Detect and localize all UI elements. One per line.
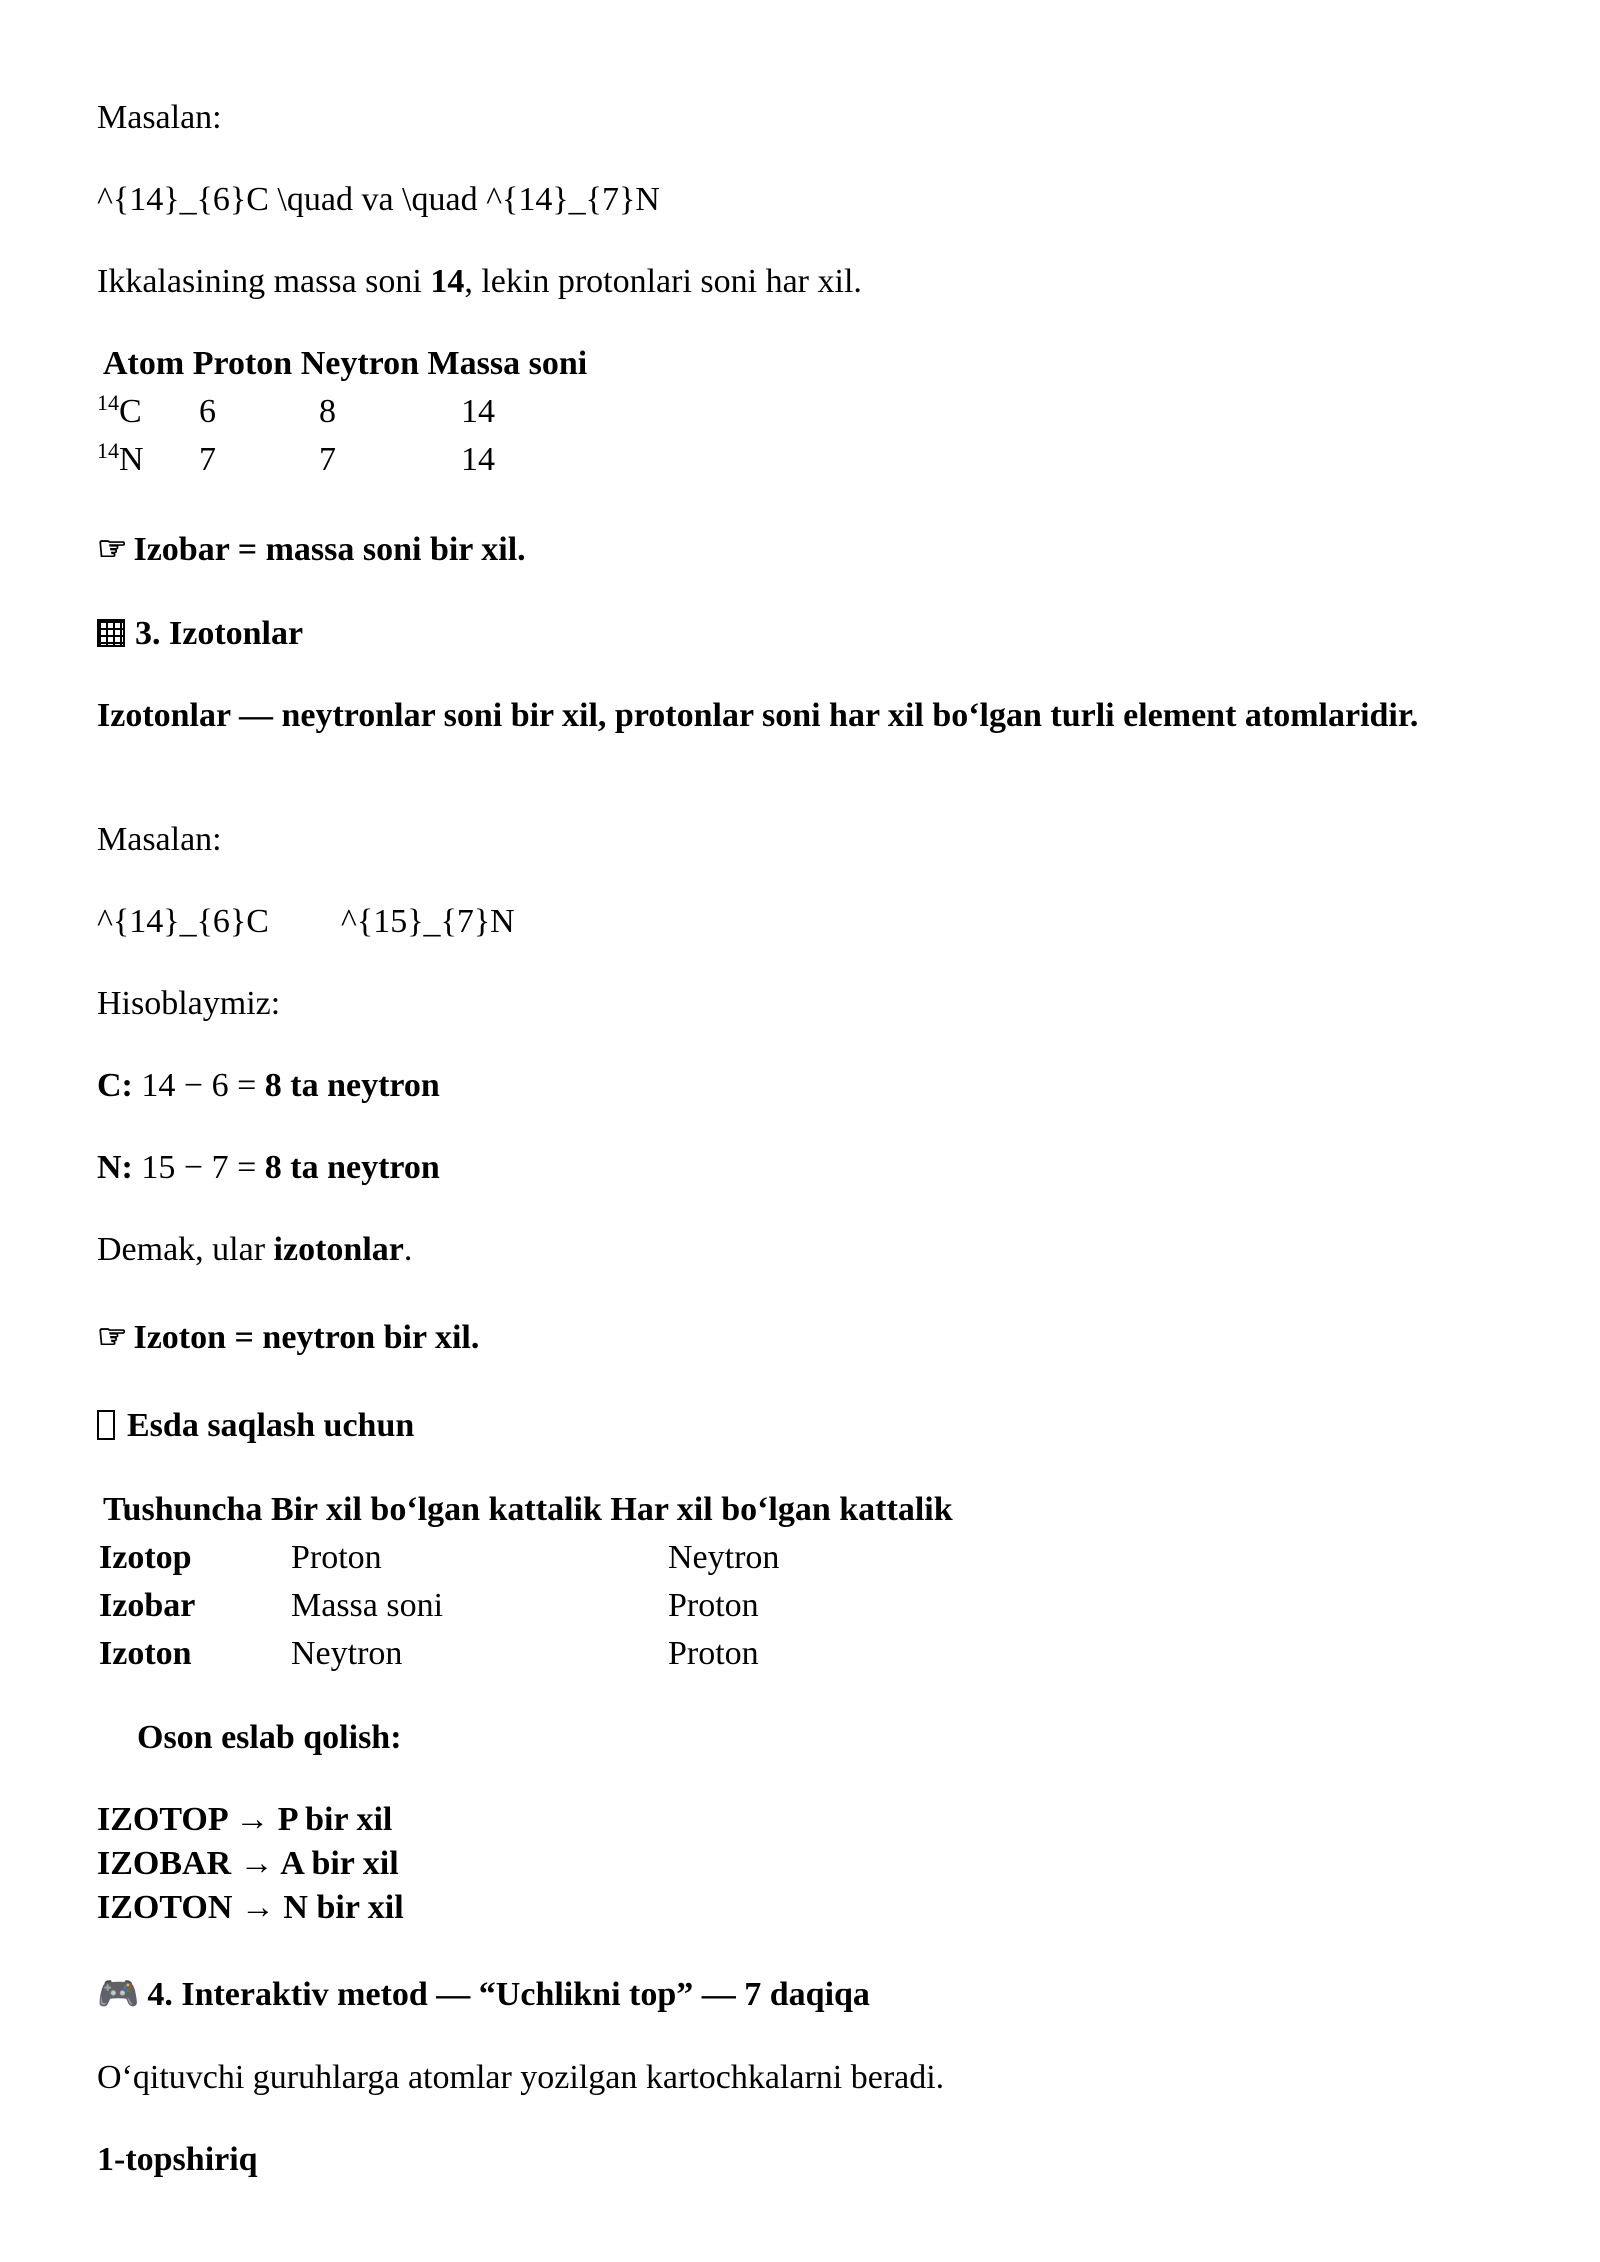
mass-number-bold: 14 — [430, 263, 465, 300]
mnemonic-izotop: IZOTOP → P bir xil — [97, 1801, 393, 1838]
remember-heading: Esda saqlash uchun — [97, 1406, 414, 1447]
teacher-instruction: O‘qituvchi guruhlarga atomlar yozilgan kartochkalarni beradi. — [97, 2059, 945, 2096]
header-massa: Massa soni — [427, 345, 588, 382]
table-row: $^{14}$N 7 7 14 — [97, 438, 495, 478]
missing-glyph-icon — [97, 1410, 115, 1440]
table-header: Tushuncha Bir xil bo‘lgan kattalik Har xil bo‘lgan kattalik — [103, 1491, 953, 1528]
header-neytron: Neytron — [300, 345, 420, 382]
izobar-note: ☞ Izobar = massa soni bir xil. — [97, 530, 526, 571]
example-label: Masalan: — [97, 99, 222, 136]
mnemonic-izobar: IZOBAR → A bir xil — [97, 1845, 399, 1882]
izoton-note: ☞ Izoton = neytron bir xil. — [97, 1318, 479, 1359]
isobar-sentence: Ikkalasining massa soni 14, lekin protonlari soni har xil. — [97, 263, 862, 300]
conclusion: Demak, ular izotonlar. — [97, 1231, 413, 1268]
pointing-hand-icon: ☞ — [97, 1319, 128, 1356]
header-atom: Atom — [103, 345, 185, 382]
table-row: $^{14}$C 6 8 14 — [97, 390, 495, 430]
table-row: Izoton Neytron Proton — [99, 1635, 759, 1672]
calculate-label: Hisoblaymiz: — [97, 985, 281, 1022]
formula-isotones: ^{14}_{6}C ^{15}_{7}N — [97, 903, 515, 940]
calc-nitrogen: N: 15 − 7 = 8 ta neytron — [97, 1149, 440, 1186]
section-3-heading: 3. Izotonlar — [97, 614, 303, 655]
example-label-2: Masalan: — [97, 821, 222, 858]
header-proton: Proton — [192, 345, 293, 382]
easy-remember-label: Oson eslab qolish: — [137, 1719, 402, 1756]
task-label: 1-topshiriq — [97, 2141, 258, 2178]
gamepad-icon: 🎮 — [97, 1974, 140, 2014]
table-row: Izobar Massa soni Proton — [99, 1587, 759, 1624]
formula-isobars: ^{14}_{6}C \quad va \quad ^{14}_{7}N — [97, 181, 660, 218]
table-row: Izotop Proton Neytron — [99, 1539, 780, 1576]
section-4-heading: 🎮 4. Interaktiv metod — “Uchlikni top” — 7 daqiqa — [97, 1974, 870, 2014]
pointing-hand-icon: ☞ — [97, 531, 128, 568]
isotone-definition: Izotonlar — neytronlar soni bir xil, protonlar soni har xil bo‘lgan turli element atomlaridir. — [97, 697, 1419, 734]
calc-carbon: C: 14 − 6 = 8 ta neytron — [97, 1067, 440, 1104]
grid-square-icon — [97, 619, 125, 647]
table-header — [103, 344, 587, 385]
mnemonic-izoton: IZOTON → N bir xil — [97, 1889, 404, 1926]
